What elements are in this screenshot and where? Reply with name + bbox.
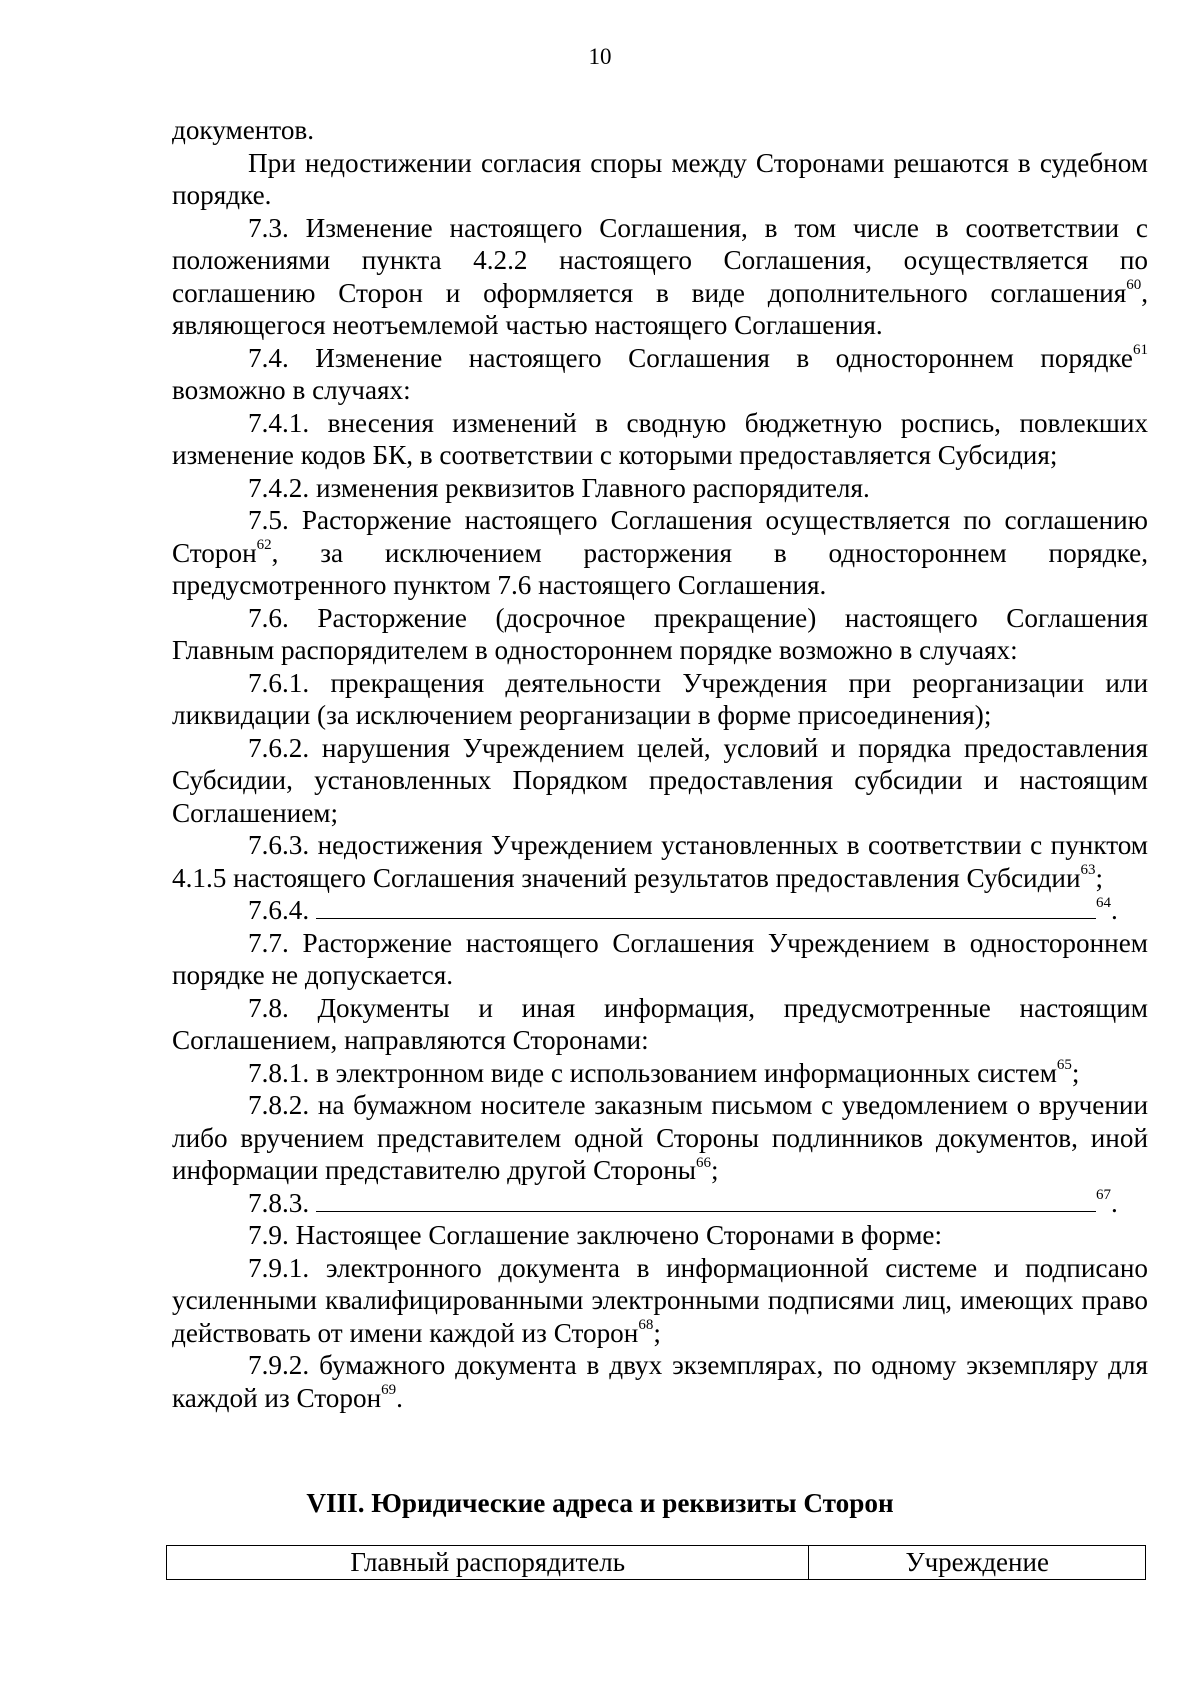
clause-7-9-1: 7.9.1. электронного документа в информационной системе и подписано усиленными квалифицированными электронными подписями лиц, имеющих право действовать от имени каждой из Сторон$^{68}$; [172, 1252, 1148, 1348]
footnote-ref: 64 [1095, 894, 1111, 911]
footnote-ref: 69 [381, 1382, 397, 1399]
clause-7-5: 7.5. Расторжение настоящего Соглашения осуществляется по соглашению Сторон$^{62}$, за исключением расторжения в одностороннем порядке, предусмотренного пунктом 7.6 настоящего Соглашения. [172, 505, 1148, 600]
clause-7-8: 7.8. Документы и иная информация, предусмотренные настоящим Соглашением, направляются Сторонами: [172, 992, 1148, 1055]
clause-7-4: 7.4. Изменение настоящего Соглашения в одностороннем порядке$^{61}$ возможно в случаях: [172, 342, 1148, 405]
footnote-ref: 63 [1080, 862, 1096, 879]
clause-7-6: 7.6. Расторжение (досрочное прекращение) настоящего Соглашения Главным распорядителем в одностороннем порядке возможно в случаях: [172, 602, 1148, 665]
footnote-ref: 65 [1056, 1057, 1072, 1074]
section-heading: VIII. Юридические адреса и реквизиты Сторон [306, 1488, 894, 1518]
footnote-ref: 61 [1133, 342, 1148, 359]
footnote-ref: 67 [1095, 1187, 1111, 1204]
clause-7-8-3: 7.8.3. $^{67}$. [248, 1187, 1118, 1218]
paragraph: документов. [172, 115, 315, 145]
blank-fill-line [316, 1187, 1096, 1212]
document-body [172, 114, 1148, 1414]
clause-7-4-2: 7.4.2. изменения реквизитов Главного распорядителя. [248, 472, 870, 503]
clause-7-3: 7.3. Изменение настоящего Соглашения, в том числе в соответствии с положениями пункта 4.2.2 настоящего Соглашения, осуществляется по соглашению Сторон и оформляется в виде дополнительного соглашения$^{60}$, являющегося неотъемлемой частью настоящего Соглашения. [172, 212, 1148, 340]
clause-7-8-2: 7.8.2. на бумажном носителе заказным письмом с уведомлением о вручении либо вручением представителем одной Стороны подлинников документов, иной информации представителю другой Стороны$^{66}$; [172, 1090, 1148, 1185]
clause-7-8-1: 7.8.1. в электронном виде с использованием информационных систем$^{65}$; [248, 1057, 1080, 1088]
table-header-cell: Главный распорядитель [167, 1546, 809, 1580]
footnote-ref: 60 [1126, 277, 1142, 294]
clause-7-4-1: 7.4.1. внесения изменений в сводную бюджетную роспись, повлекших изменение кодов БК, в соответствии с которыми предоставляется Субсидия; [172, 407, 1148, 470]
clause-7-7: 7.7. Расторжение настоящего Соглашения Учреждением в одностороннем порядке не допускается. [172, 927, 1148, 990]
table-header-cell: Учреждение [809, 1546, 1146, 1580]
clause-7-9: 7.9. Настоящее Соглашение заключено Сторонами в форме: [248, 1220, 943, 1250]
page-number: 10 [588, 44, 612, 69]
requisites-table [166, 1545, 1146, 1580]
clause-7-6-1: 7.6.1. прекращения деятельности Учреждения при реорганизации или ликвидации (за исключением реорганизации в форме присоединения); [172, 667, 1148, 730]
footnote-ref: 66 [696, 1154, 712, 1171]
footnote-ref: 68 [638, 1317, 654, 1334]
clause-7-6-2: 7.6.2. нарушения Учреждением целей, условий и порядка предоставления Субсидии, установленных Порядком предоставления субсидии и настоящим Соглашением; [172, 732, 1148, 828]
clause-7-6-3: 7.6.3. недостижения Учреждением установленных в соответствии с пунктом 4.1.5 настоящего Соглашения значений результатов предоставления Субсидии$^{63}$; [172, 830, 1148, 893]
table-header-row [167, 1546, 1146, 1580]
blank-fill-line [316, 894, 1096, 919]
clause-7-9-2: 7.9.2. бумажного документа в двух экземплярах, по одному экземпляру для каждой из Сторон$^{69}$. [172, 1350, 1148, 1413]
footnote-ref: 62 [256, 537, 272, 554]
clause-7-6-4: 7.6.4. $^{64}$. [248, 894, 1118, 925]
paragraph: При недостижении согласия споры между Сторонами решаются в судебном порядке. [172, 147, 1148, 210]
